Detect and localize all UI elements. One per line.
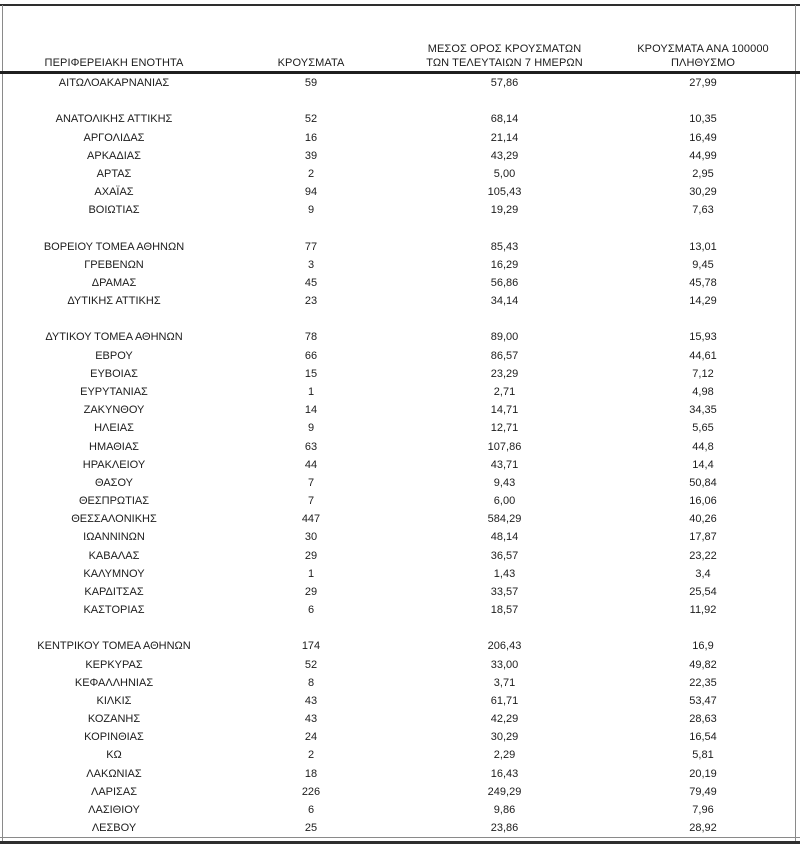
table-row <box>3 746 795 764</box>
avg7-cell: 107,86 <box>487 440 522 453</box>
avg7-cell: 3,71 <box>493 676 516 689</box>
per100k-cell: 16,54 <box>689 731 717 744</box>
region-cell: ΗΡΑΚΛΕΙΟΥ <box>82 458 146 471</box>
region-cell: ΛΑΡΙΣΑΣ <box>90 785 137 798</box>
column-header-region-label: ΠΕΡΙΦΕΡΕΙΑΚΗ ΕΝΟΤΗΤΑ <box>44 57 184 69</box>
cases-cell: 94 <box>304 186 318 199</box>
per100k-cell: 44,99 <box>689 149 717 162</box>
region-cell: ΙΩΑΝΝΙΝΩΝ <box>83 531 145 544</box>
region-cell: ΓΡΕΒΕΝΩΝ <box>84 258 144 271</box>
cases-cell: 44 <box>304 458 318 471</box>
region-cell: ΛΑΚΩΝΙΑΣ <box>86 767 142 780</box>
avg7-cell: 2,29 <box>493 749 516 762</box>
per100k-cell: 40,26 <box>689 513 717 526</box>
region-cell: ΚΑΛΥΜΝΟΥ <box>83 567 145 580</box>
table-row <box>3 492 795 510</box>
cases-cell: 6 <box>307 604 315 617</box>
table-header-row <box>3 34 795 70</box>
per100k-cell: 13,01 <box>689 240 717 253</box>
per100k-cell: 50,84 <box>689 476 717 489</box>
per100k-cell: 28,92 <box>689 822 717 835</box>
column-header-region <box>3 56 225 70</box>
region-cell: ΔΡΑΜΑΣ <box>91 276 137 289</box>
cases-cell: 447 <box>301 513 321 526</box>
avg7-cell: 23,29 <box>490 367 519 380</box>
cases-cell: 2 <box>307 167 315 180</box>
column-header-avg7-line2: ΤΩΝ ΤΕΛΕΥΤΑΙΩΝ 7 ΗΜΕΡΩΝ <box>426 57 583 69</box>
cases-cell: 45 <box>304 276 318 289</box>
region-cell: ΕΥΡΥΤΑΝΙΑΣ <box>80 386 148 398</box>
table-row <box>3 401 795 419</box>
table-row <box>3 183 795 201</box>
avg7-cell: 12,71 <box>490 422 519 435</box>
cases-cell: 30 <box>304 531 318 544</box>
per100k-cell: 7,12 <box>692 367 714 380</box>
per100k-cell: 7,96 <box>692 803 714 816</box>
cases-cell: 52 <box>304 113 318 126</box>
cases-cell: 7 <box>307 495 315 508</box>
avg7-cell: 48,14 <box>490 531 519 544</box>
table-row <box>3 656 795 674</box>
table-row <box>3 474 795 492</box>
per100k-cell: 7,63 <box>692 204 714 217</box>
region-cell: ΔΥΤΙΚΗΣ ΑΤΤΙΚΗΣ <box>67 295 161 308</box>
column-header-per100k-line2: ΠΛΗΘΥΣΜΟ <box>670 57 736 69</box>
per100k-cell: 30,29 <box>689 186 717 199</box>
cases-cell: 59 <box>304 77 318 90</box>
cases-cell: 43 <box>304 694 318 707</box>
avg7-cell: 14,71 <box>490 404 519 417</box>
table-row <box>3 765 795 783</box>
cases-cell: 1 <box>307 386 315 398</box>
per100k-cell: 22,35 <box>689 676 717 689</box>
table-row <box>3 347 795 365</box>
table-row <box>3 601 795 619</box>
region-cell: ΑΧΑΪΑΣ <box>94 186 134 199</box>
cases-cell: 6 <box>307 803 315 816</box>
avg7-cell: 30,29 <box>490 731 519 744</box>
avg7-cell: 43,71 <box>490 458 519 471</box>
table-body <box>3 74 795 837</box>
table-row <box>3 510 795 528</box>
region-cell: ΛΕΣΒΟΥ <box>91 822 137 835</box>
avg7-cell: 42,29 <box>490 713 519 726</box>
region-cell: ΚΟΖΑΝΗΣ <box>87 713 141 726</box>
avg7-cell: 18,57 <box>490 604 519 617</box>
avg7-cell: 584,29 <box>487 513 522 526</box>
avg7-cell: 6,00 <box>493 495 516 508</box>
table-bottom-thick-rule <box>0 841 800 844</box>
per100k-cell: 16,9 <box>692 640 714 653</box>
per100k-cell: 16,06 <box>689 495 717 508</box>
cases-cell: 25 <box>304 822 318 835</box>
avg7-cell: 34,14 <box>490 295 519 308</box>
region-cell: ΚΑΡΔΙΤΣΑΣ <box>84 585 144 598</box>
region-cell: ΘΕΣΣΑΛΟΝΙΚΗΣ <box>71 513 157 526</box>
cases-cell: 78 <box>304 331 318 344</box>
table-row <box>3 129 795 147</box>
avg7-cell: 43,29 <box>490 149 519 162</box>
region-cell: ΘΑΣΟΥ <box>94 476 134 489</box>
avg7-cell: 2,71 <box>493 386 516 398</box>
region-cell: ΒΟΙΩΤΙΑΣ <box>88 204 140 217</box>
region-cell: ΘΕΣΠΡΩΤΙΑΣ <box>78 495 150 508</box>
per100k-cell: 17,87 <box>689 531 717 544</box>
avg7-cell: 249,29 <box>487 785 522 798</box>
cases-cell: 39 <box>304 149 318 162</box>
column-header-per100k-line1: ΚΡΟΥΣΜΑΤΑ ΑΝΑ 100000 <box>637 43 769 55</box>
table-row <box>3 110 795 128</box>
cases-cell: 63 <box>304 440 318 453</box>
region-cell: ΑΡΤΑΣ <box>96 167 132 180</box>
avg7-cell: 61,71 <box>490 694 519 707</box>
region-cell: ΑΡΚΑΔΙΑΣ <box>87 149 141 162</box>
cases-cell: 1 <box>307 567 315 580</box>
per100k-cell: 44,61 <box>689 349 717 362</box>
cases-cell: 226 <box>301 785 321 798</box>
cases-cell: 18 <box>304 767 318 780</box>
region-cell: ΕΒΡΟΥ <box>95 349 133 362</box>
table-gap-row <box>3 619 795 637</box>
table-row <box>3 819 795 837</box>
cases-cell: 3 <box>307 258 315 271</box>
per100k-cell: 3,4 <box>695 567 711 580</box>
cases-cell: 9 <box>307 422 315 435</box>
region-cell: ΚΑΣΤΟΡΙΑΣ <box>83 604 145 617</box>
per100k-cell: 53,47 <box>689 694 717 707</box>
cases-cell: 16 <box>304 131 318 144</box>
avg7-cell: 86,57 <box>490 349 519 362</box>
cases-cell: 24 <box>304 731 318 744</box>
per100k-cell: 23,22 <box>689 549 717 562</box>
avg7-cell: 23,86 <box>490 822 519 835</box>
per100k-cell: 16,49 <box>689 131 717 144</box>
region-cell: ΑΙΤΩΛΟΑΚΑΡΝΑΝΙΑΣ <box>58 77 170 90</box>
cases-cell: 8 <box>307 676 315 689</box>
table-row <box>3 147 795 165</box>
per100k-cell: 2,95 <box>692 167 714 180</box>
table-row <box>3 692 795 710</box>
per100k-cell: 34,35 <box>689 404 717 417</box>
cases-cell: 66 <box>304 349 318 362</box>
avg7-cell: 68,14 <box>490 113 519 126</box>
region-cell: ΚΑΒΑΛΑΣ <box>88 549 140 562</box>
cases-cell: 29 <box>304 585 318 598</box>
table-row <box>3 710 795 728</box>
avg7-cell: 33,00 <box>490 658 519 671</box>
avg7-cell: 105,43 <box>487 186 522 199</box>
cases-cell: 2 <box>307 749 315 762</box>
table-gap-row <box>3 219 795 237</box>
cases-cell: 9 <box>307 204 315 217</box>
table-row <box>3 328 795 346</box>
region-cell: ΒΟΡΕΙΟΥ ΤΟΜΕΑ ΑΘΗΝΩΝ <box>43 240 185 253</box>
table-row <box>3 274 795 292</box>
per100k-cell: 45,78 <box>689 276 717 289</box>
per100k-cell: 9,45 <box>692 258 714 271</box>
avg7-cell: 5,00 <box>493 167 516 180</box>
per100k-cell: 10,35 <box>689 113 717 126</box>
per100k-cell: 15,93 <box>689 331 717 344</box>
table-row <box>3 292 795 310</box>
table-gap-row <box>3 310 795 328</box>
avg7-cell: 16,29 <box>490 258 519 271</box>
cases-cell: 174 <box>301 640 321 653</box>
per100k-cell: 4,98 <box>692 386 714 398</box>
table-row <box>3 74 795 92</box>
per100k-cell: 14,4 <box>692 458 714 471</box>
table-row <box>3 528 795 546</box>
avg7-cell: 206,43 <box>487 640 522 653</box>
region-cell: ΖΑΚΥΝΘΟΥ <box>83 404 145 417</box>
avg7-cell: 85,43 <box>490 240 519 253</box>
table-row <box>3 383 795 401</box>
table-row <box>3 456 795 474</box>
per100k-cell: 28,63 <box>689 713 717 726</box>
table-row <box>3 783 795 801</box>
per100k-cell: 20,19 <box>689 767 717 780</box>
cases-cell: 14 <box>304 404 318 417</box>
table-row <box>3 674 795 692</box>
table-row <box>3 728 795 746</box>
avg7-cell: 57,86 <box>490 77 519 90</box>
per100k-cell: 79,49 <box>689 785 717 798</box>
column-header-cases <box>225 56 397 70</box>
cases-cell: 15 <box>304 367 318 380</box>
cases-cell: 52 <box>304 658 318 671</box>
table-row <box>3 637 795 655</box>
column-header-avg7-line1: ΜΕΣΟΣ ΟΡΟΣ ΚΡΟΥΣΜΑΤΩΝ <box>427 43 582 55</box>
cases-cell: 7 <box>307 476 315 489</box>
table-row <box>3 201 795 219</box>
region-cell: ΚΙΛΚΙΣ <box>96 694 132 707</box>
per100k-cell: 14,29 <box>689 295 717 308</box>
region-cell: ΕΥΒΟΙΑΣ <box>90 367 138 380</box>
table-row <box>3 801 795 819</box>
avg7-cell: 36,57 <box>490 549 519 562</box>
table-row <box>3 256 795 274</box>
cases-cell: 29 <box>304 549 318 562</box>
avg7-cell: 89,00 <box>490 331 519 344</box>
per100k-cell: 11,92 <box>689 604 717 617</box>
table-gap-row <box>3 92 795 110</box>
column-header-avg7 <box>397 42 612 70</box>
table-row <box>3 546 795 564</box>
cases-cell: 23 <box>304 295 318 308</box>
region-cell: ΛΑΣΙΘΙΟΥ <box>88 803 140 816</box>
table-row <box>3 583 795 601</box>
region-cell: ΗΜΑΘΙΑΣ <box>89 440 139 453</box>
region-cell: ΑΡΓΟΛΙΔΑΣ <box>83 131 145 144</box>
avg7-cell: 16,43 <box>490 767 519 780</box>
avg7-cell: 9,43 <box>493 476 516 489</box>
region-cell: ΔΥΤΙΚΟΥ ΤΟΜΕΑ ΑΘΗΝΩΝ <box>45 331 183 344</box>
region-cell: ΗΛΕΙΑΣ <box>94 422 134 435</box>
table-row <box>3 238 795 256</box>
avg7-cell: 19,29 <box>490 204 519 217</box>
per100k-cell: 5,65 <box>692 422 714 435</box>
region-cell: ΑΝΑΤΟΛΙΚΗΣ ΑΤΤΙΚΗΣ <box>55 113 173 126</box>
avg7-cell: 56,86 <box>490 276 519 289</box>
column-header-per100k <box>612 42 794 70</box>
table-row <box>3 437 795 455</box>
avg7-cell: 1,43 <box>493 567 516 580</box>
per100k-cell: 49,82 <box>689 658 717 671</box>
avg7-cell: 33,57 <box>490 585 519 598</box>
region-cell: ΚΩ <box>106 749 122 762</box>
table-row <box>3 165 795 183</box>
table-row <box>3 365 795 383</box>
frame-top-rule <box>0 4 800 6</box>
frame-right-rule <box>795 5 796 844</box>
avg7-cell: 21,14 <box>490 131 519 144</box>
table-row <box>3 565 795 583</box>
cases-cell: 77 <box>304 240 318 253</box>
table-row <box>3 419 795 437</box>
per100k-cell: 25,54 <box>689 585 717 598</box>
region-cell: ΚΟΡΙΝΘΙΑΣ <box>84 731 144 744</box>
per100k-cell: 5,81 <box>692 749 714 762</box>
avg7-cell: 9,86 <box>493 803 516 816</box>
per100k-cell: 27,99 <box>689 77 717 90</box>
region-cell: ΚΕΡΚΥΡΑΣ <box>85 658 143 671</box>
region-cell: ΚΕΦΑΛΛΗΝΙΑΣ <box>74 676 154 689</box>
per100k-cell: 44,8 <box>692 440 714 453</box>
column-header-cases-label: ΚΡΟΥΣΜΑΤΑ <box>277 57 345 69</box>
region-cell: ΚΕΝΤΡΙΚΟΥ ΤΟΜΕΑ ΑΘΗΝΩΝ <box>37 640 191 653</box>
cases-cell: 43 <box>304 713 318 726</box>
